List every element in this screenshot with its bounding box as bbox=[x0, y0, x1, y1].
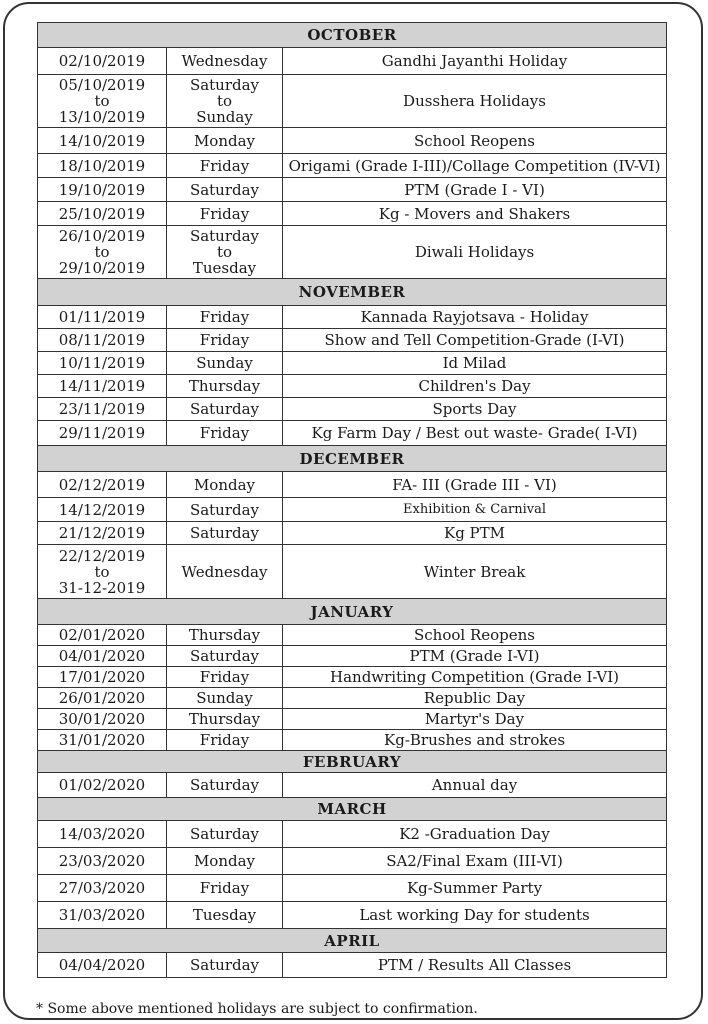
event-name: Show and Tell Competition-Grade (I-VI) bbox=[283, 329, 667, 352]
event-name: Children's Day bbox=[283, 375, 667, 398]
event-date: 31/01/2020 bbox=[38, 730, 167, 751]
event-date: 22/12/2019 to 31-12-2019 bbox=[38, 545, 167, 599]
event-name: Sports Day bbox=[283, 398, 667, 421]
event-name: Exhibition & Carnival bbox=[283, 498, 667, 522]
event-day: Sunday bbox=[167, 352, 283, 375]
event-row bbox=[38, 375, 667, 398]
event-name: Origami (Grade I-III)/Collage Competition (IV-VI) bbox=[283, 154, 667, 178]
event-day: Friday bbox=[167, 421, 283, 446]
event-row bbox=[38, 522, 667, 545]
event-name: K2 -Graduation Day bbox=[283, 821, 667, 848]
event-row bbox=[38, 306, 667, 329]
event-date: 23/03/2020 bbox=[38, 848, 167, 875]
event-name: Winter Break bbox=[283, 545, 667, 599]
month-header-row bbox=[38, 446, 667, 472]
event-name: Kg-Brushes and strokes bbox=[283, 730, 667, 751]
event-day: Sunday bbox=[167, 688, 283, 709]
month-header-row bbox=[38, 599, 667, 625]
event-row bbox=[38, 773, 667, 798]
event-day: Friday bbox=[167, 875, 283, 902]
event-date: 01/02/2020 bbox=[38, 773, 167, 798]
event-day: Thursday bbox=[167, 709, 283, 730]
footnote: * Some above mentioned holidays are subject to confirmation. bbox=[36, 1001, 478, 1017]
event-day: Thursday bbox=[167, 625, 283, 646]
event-day: Friday bbox=[167, 667, 283, 688]
event-day: Saturday bbox=[167, 773, 283, 798]
event-row bbox=[38, 128, 667, 154]
event-row bbox=[38, 226, 667, 279]
event-date: 02/10/2019 bbox=[38, 48, 167, 75]
event-date: 04/01/2020 bbox=[38, 646, 167, 667]
event-day: Friday bbox=[167, 306, 283, 329]
event-day: Tuesday bbox=[167, 902, 283, 929]
event-row bbox=[38, 848, 667, 875]
month-title: FEBRUARY bbox=[38, 751, 667, 773]
event-row bbox=[38, 646, 667, 667]
event-date: 10/11/2019 bbox=[38, 352, 167, 375]
event-date: 14/03/2020 bbox=[38, 821, 167, 848]
event-name: Dusshera Holidays bbox=[283, 75, 667, 128]
event-name: FA- III (Grade III - VI) bbox=[283, 472, 667, 498]
event-row bbox=[38, 688, 667, 709]
event-date: 23/11/2019 bbox=[38, 398, 167, 421]
event-day: Saturday bbox=[167, 398, 283, 421]
month-header-row bbox=[38, 279, 667, 306]
event-name: Last working Day for students bbox=[283, 902, 667, 929]
event-row bbox=[38, 154, 667, 178]
event-row bbox=[38, 178, 667, 202]
event-row bbox=[38, 472, 667, 498]
event-name: Kg - Movers and Shakers bbox=[283, 202, 667, 226]
event-name: Kannada Rayjotsava - Holiday bbox=[283, 306, 667, 329]
event-name: PTM (Grade I-VI) bbox=[283, 646, 667, 667]
month-title: JANUARY bbox=[38, 599, 667, 625]
event-date: 31/03/2020 bbox=[38, 902, 167, 929]
event-day: Saturday bbox=[167, 498, 283, 522]
event-name: School Reopens bbox=[283, 625, 667, 646]
event-name: Kg PTM bbox=[283, 522, 667, 545]
event-day: Saturday bbox=[167, 821, 283, 848]
event-row bbox=[38, 202, 667, 226]
month-title: OCTOBER bbox=[38, 23, 667, 48]
event-row bbox=[38, 498, 667, 522]
event-row bbox=[38, 75, 667, 128]
event-row bbox=[38, 953, 667, 978]
month-header-row bbox=[38, 929, 667, 953]
event-date: 18/10/2019 bbox=[38, 154, 167, 178]
event-row bbox=[38, 329, 667, 352]
event-day: Wednesday bbox=[167, 545, 283, 599]
event-day: Saturday to Tuesday bbox=[167, 226, 283, 279]
month-header-row bbox=[38, 751, 667, 773]
month-title: APRIL bbox=[38, 929, 667, 953]
event-day: Saturday to Sunday bbox=[167, 75, 283, 128]
event-date: 26/01/2020 bbox=[38, 688, 167, 709]
month-header-row bbox=[38, 23, 667, 48]
event-name: School Reopens bbox=[283, 128, 667, 154]
event-name: Gandhi Jayanthi Holiday bbox=[283, 48, 667, 75]
event-row bbox=[38, 398, 667, 421]
event-date: 02/01/2020 bbox=[38, 625, 167, 646]
event-name: Republic Day bbox=[283, 688, 667, 709]
event-day: Saturday bbox=[167, 953, 283, 978]
event-row bbox=[38, 352, 667, 375]
event-date: 14/11/2019 bbox=[38, 375, 167, 398]
event-row bbox=[38, 625, 667, 646]
event-name: Kg Farm Day / Best out waste- Grade( I-VI) bbox=[283, 421, 667, 446]
event-day: Monday bbox=[167, 848, 283, 875]
event-row bbox=[38, 421, 667, 446]
event-day: Friday bbox=[167, 202, 283, 226]
event-row bbox=[38, 821, 667, 848]
event-date: 25/10/2019 bbox=[38, 202, 167, 226]
month-title: DECEMBER bbox=[38, 446, 667, 472]
month-title: MARCH bbox=[38, 798, 667, 821]
event-day: Saturday bbox=[167, 178, 283, 202]
event-day: Saturday bbox=[167, 646, 283, 667]
event-date: 04/04/2020 bbox=[38, 953, 167, 978]
event-date: 01/11/2019 bbox=[38, 306, 167, 329]
event-day: Friday bbox=[167, 154, 283, 178]
event-date: 27/03/2020 bbox=[38, 875, 167, 902]
event-date: 21/12/2019 bbox=[38, 522, 167, 545]
event-name: Annual day bbox=[283, 773, 667, 798]
event-name: PTM (Grade I - VI) bbox=[283, 178, 667, 202]
event-day: Thursday bbox=[167, 375, 283, 398]
event-row bbox=[38, 709, 667, 730]
event-row bbox=[38, 875, 667, 902]
event-row bbox=[38, 545, 667, 599]
calendar-table bbox=[37, 22, 667, 978]
event-date: 14/12/2019 bbox=[38, 498, 167, 522]
event-name: Kg-Summer Party bbox=[283, 875, 667, 902]
event-date: 14/10/2019 bbox=[38, 128, 167, 154]
event-name: Id Milad bbox=[283, 352, 667, 375]
event-date: 29/11/2019 bbox=[38, 421, 167, 446]
event-day: Monday bbox=[167, 472, 283, 498]
event-row bbox=[38, 730, 667, 751]
event-day: Wednesday bbox=[167, 48, 283, 75]
event-day: Friday bbox=[167, 329, 283, 352]
event-day: Friday bbox=[167, 730, 283, 751]
event-date: 30/01/2020 bbox=[38, 709, 167, 730]
month-header-row bbox=[38, 798, 667, 821]
event-name: Martyr's Day bbox=[283, 709, 667, 730]
event-name: SA2/Final Exam (III-VI) bbox=[283, 848, 667, 875]
event-day: Monday bbox=[167, 128, 283, 154]
event-row bbox=[38, 667, 667, 688]
event-date: 26/10/2019 to 29/10/2019 bbox=[38, 226, 167, 279]
event-date: 19/10/2019 bbox=[38, 178, 167, 202]
month-title: NOVEMBER bbox=[38, 279, 667, 306]
event-name: Diwali Holidays bbox=[283, 226, 667, 279]
event-date: 08/11/2019 bbox=[38, 329, 167, 352]
event-row bbox=[38, 48, 667, 75]
event-row bbox=[38, 902, 667, 929]
event-date: 02/12/2019 bbox=[38, 472, 167, 498]
event-date: 05/10/2019 to 13/10/2019 bbox=[38, 75, 167, 128]
event-day: Saturday bbox=[167, 522, 283, 545]
event-name: Handwriting Competition (Grade I-VI) bbox=[283, 667, 667, 688]
event-name: PTM / Results All Classes bbox=[283, 953, 667, 978]
event-date: 17/01/2020 bbox=[38, 667, 167, 688]
